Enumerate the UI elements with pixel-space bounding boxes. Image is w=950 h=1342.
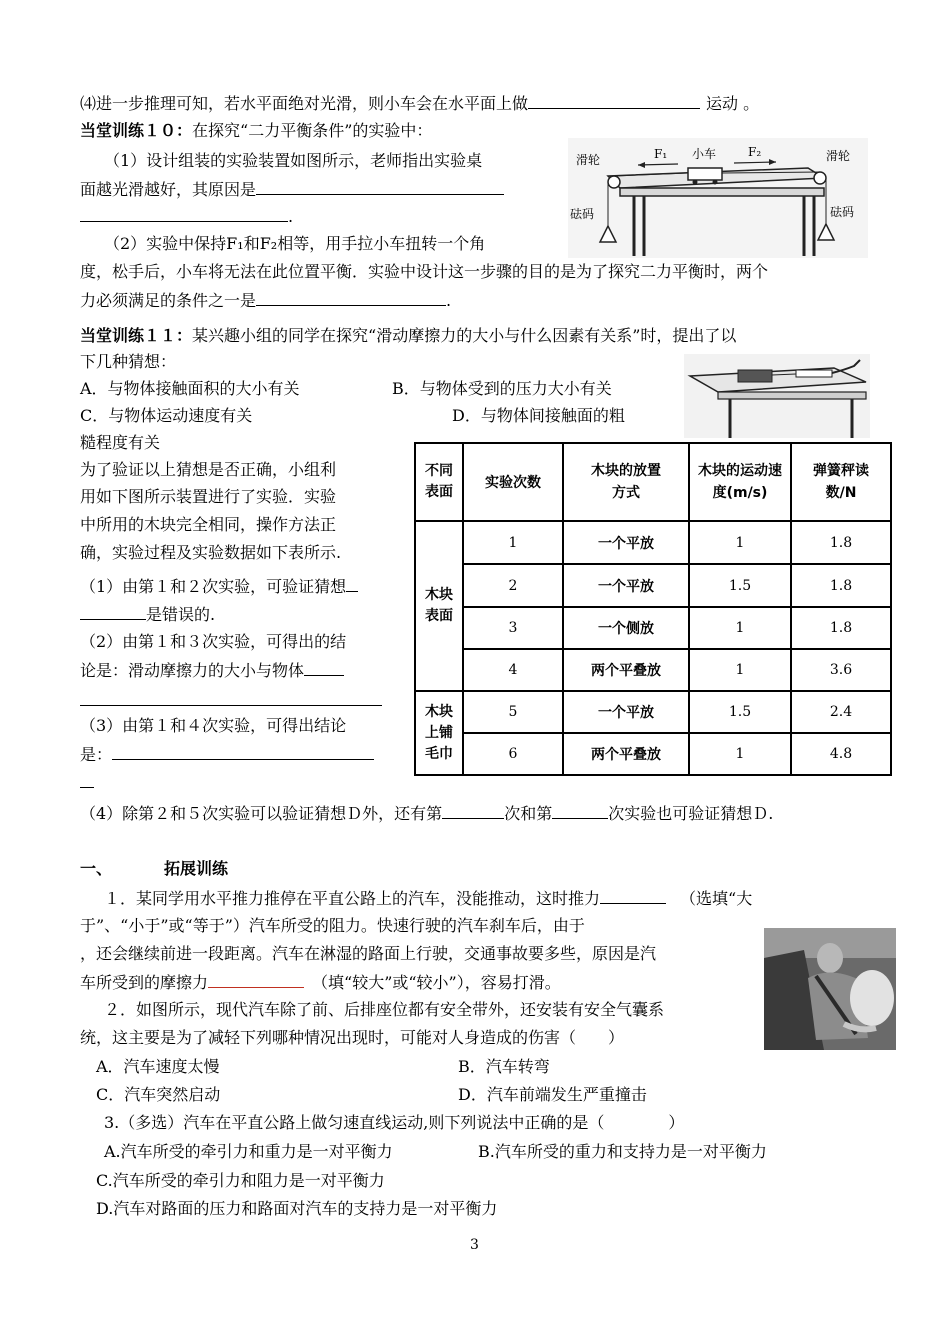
header-surface: 不同表面 — [415, 443, 463, 521]
cart-label: 小车 — [692, 147, 717, 161]
trial-cell: 2 — [463, 564, 563, 607]
t10-q2-end: . — [446, 291, 452, 310]
ext-q2-option-b: B．汽车转弯 — [458, 1057, 550, 1076]
t11-s1-blank-a[interactable] — [346, 575, 358, 592]
t11-s3-text: 是： — [80, 745, 113, 764]
t10-q1-end: . — [288, 207, 294, 226]
f2-label: F₂ — [748, 145, 762, 159]
ext-q2-line1: ２．如图所示，现代汽车除了前、后排座位都有安全带外，还安装有安全气囊系 — [104, 1000, 665, 1019]
table-row — [415, 607, 891, 649]
t10-q2-blank[interactable] — [256, 289, 446, 306]
q9-4-line — [80, 92, 759, 115]
balance-apparatus-figure — [568, 138, 868, 258]
trial-cell: 1 — [463, 521, 563, 564]
header-reading: 弹簧秤读数/N — [791, 443, 891, 521]
t11-s1-text: （1）由第１和２次实验，可验证猜想 — [80, 577, 347, 596]
ext-q1-line2: 于”、“小于”或“等于”）汽车所受的阻力。快速行驶的汽车刹车后，由于 — [80, 916, 585, 935]
ext-q1-text-b: （选填“大 — [680, 889, 753, 908]
t11-s1-line2 — [80, 603, 215, 626]
ext-q1-text-d: （填“较大”或“较小”），容易打滑。 — [312, 973, 561, 992]
t11-intro2: 下几种猜想： — [80, 352, 177, 371]
surface-cell-wood: 木块表面 — [415, 521, 463, 691]
table-row — [415, 733, 891, 775]
reading-cell: 1.8 — [791, 607, 891, 649]
ext-heading: 拓展训练 — [164, 859, 229, 878]
ext-q2-line2: 统，这主要是为了减轻下列哪种情况出现时，可能对人身造成的伤害（ ） — [80, 1028, 625, 1047]
t11-option-d: D．与物体间接触面的粗 — [452, 406, 625, 425]
t11-heading-line — [80, 325, 736, 347]
header-speed: 木块的运动速度(m/s) — [689, 443, 791, 521]
t10-q1-text: 面越光滑越好，其原因是 — [80, 180, 257, 199]
q9-4-post: 运动 。 — [706, 94, 760, 113]
reading-cell: 4.8 — [791, 733, 891, 775]
ext-q1-text-a: １．某同学用水平推力推停在平直公路上的汽车，没能推动，这时推力 — [104, 889, 601, 908]
t11-s2-blank-b[interactable] — [80, 689, 382, 706]
t10-heading: 当堂训练１０： — [80, 121, 193, 140]
q9-4-text: ⑷进一步推理可知，若水平面绝对光滑，则小车会在水平面上做 — [80, 94, 529, 113]
t11-option-a: A．与物体接触面积的大小有关 — [80, 379, 300, 398]
ext-q3-option-c: C.汽车所受的牵引力和阻力是一对平衡力 — [96, 1171, 385, 1190]
table-row — [415, 521, 891, 564]
t11-s1-end: 是错误的. — [146, 605, 216, 624]
pulley-left-label: 滑轮 — [576, 153, 601, 167]
t11-heading: 当堂训练１１： — [80, 326, 193, 345]
t11-s3-line3 — [80, 771, 94, 794]
airbag-photo — [764, 928, 896, 1050]
t11-s3-blank-b[interactable] — [80, 771, 94, 788]
t10-q1-line3 — [80, 205, 293, 228]
trial-cell: 5 — [463, 691, 563, 733]
ext-heading-line — [80, 858, 228, 880]
ext-q2-option-c: C．汽车突然启动 — [96, 1085, 221, 1104]
ext-q1-text-c: 车所受到的摩擦力 — [80, 973, 209, 992]
t11-s2-line1: （2）由第１和３次实验，可得出的结 — [80, 632, 347, 651]
t10-intro: 在探究“二力平衡条件”的实验中： — [192, 121, 433, 140]
placement-cell: 一个侧放 — [563, 607, 689, 649]
header-trial: 实验次数 — [463, 443, 563, 521]
placement-cell: 两个平叠放 — [563, 649, 689, 691]
reading-cell: 1.8 — [791, 564, 891, 607]
table-row — [415, 649, 891, 691]
page-number: 3 — [470, 1237, 479, 1253]
t11-s3-blank-a[interactable] — [112, 743, 374, 760]
ext-q1-blank-friction[interactable] — [208, 971, 304, 988]
t11-s2-text: 论是：滑动摩擦力的大小与物体 — [80, 661, 305, 680]
placement-cell: 一个平放 — [563, 564, 689, 607]
ext-q3-stem: 3.（多选）汽车在平直公路上做匀速直线运动,则下列说法中正确的是（ ） — [104, 1113, 685, 1132]
speed-cell: 1 — [689, 521, 791, 564]
speed-cell: 1.5 — [689, 564, 791, 607]
q9-4-blank[interactable] — [528, 92, 700, 109]
trial-cell: 4 — [463, 649, 563, 691]
speed-cell: 1 — [689, 733, 791, 775]
reading-cell: 3.6 — [791, 649, 891, 691]
weight-right-label: 砝码 — [830, 205, 855, 219]
reading-cell: 2.4 — [791, 691, 891, 733]
t11-intro: 某兴趣小组的同学在探究“滑动摩擦力的大小与什么因素有关系”时，提出了以 — [192, 326, 737, 345]
t11-s4-text-a: （4）除第２和５次实验可以验证猜想Ｄ外，还有第 — [80, 804, 443, 823]
placement-cell: 一个平放 — [563, 691, 689, 733]
t11-s4-line — [80, 802, 773, 825]
trial-cell: 6 — [463, 733, 563, 775]
t10-heading-line — [80, 120, 432, 142]
ext-q3-option-a: A.汽车所受的牵引力和重力是一对平衡力 — [104, 1142, 393, 1161]
t10-q2-text: 力必须满足的条件之一是 — [80, 291, 257, 310]
t11-s2-blank-a[interactable] — [304, 659, 344, 676]
t11-option-d-cont: 糙程度有关 — [80, 433, 161, 452]
t11-s4-blank-a[interactable] — [442, 802, 504, 819]
table-row — [415, 691, 891, 733]
speed-cell: 1 — [689, 649, 791, 691]
table-header-row — [415, 443, 891, 521]
speed-cell: 1 — [689, 607, 791, 649]
friction-apparatus-figure — [684, 354, 870, 438]
t11-s4-blank-b[interactable] — [552, 802, 608, 819]
ext-q3-option-b: B.汽车所受的重力和支持力是一对平衡力 — [478, 1142, 767, 1161]
t10-q1-line2 — [80, 178, 504, 201]
ext-q1-line3: ，还会继续前进一段距离。汽车在淋湿的路面上行驶，交通事故要多些，原因是汽 — [80, 944, 657, 963]
experiment-data-table — [414, 442, 892, 776]
t11-option-c: C．与物体运动速度有关 — [80, 406, 253, 425]
t11-para2: 用如下图所示装置进行了实验．实验 — [80, 487, 337, 506]
speed-cell: 1.5 — [689, 691, 791, 733]
t10-q2-line2: 度，松手后，小车将无法在此位置平衡．实验中设计这一步骤的目的是为了探究二力平衡时，两个 — [80, 262, 769, 281]
placement-cell: 两个平叠放 — [563, 733, 689, 775]
t11-s2-line3 — [80, 689, 382, 712]
t11-s4-text-c: 次实验也可验证猜想Ｄ. — [608, 804, 774, 823]
t11-para3: 中所用的木块完全相同，操作方法正 — [80, 515, 337, 534]
t10-q2-line3 — [80, 289, 451, 312]
header-placement: 木块的放置方式 — [563, 443, 689, 521]
t11-para1: 为了验证以上猜想是否正确，小组利 — [80, 460, 337, 479]
t11-option-b: B．与物体受到的压力大小有关 — [392, 379, 612, 398]
t11-s3-line1: （3）由第１和４次实验，可得出结论 — [80, 716, 347, 735]
ext-heading-number: 一、 — [80, 859, 113, 878]
weight-left-label: 砝码 — [570, 207, 595, 221]
t10-q1-line1: （1）设计组装的实验装置如图所示，老师指出实验桌 — [104, 151, 483, 170]
t11-s1-line1 — [80, 575, 358, 598]
t11-s2-line2 — [80, 659, 344, 682]
t10-q1-blank-a[interactable] — [256, 178, 504, 195]
table-row — [415, 564, 891, 607]
t11-s3-line2 — [80, 743, 374, 766]
surface-cell-towel: 木块上铺毛巾 — [415, 691, 463, 775]
ext-q1-line4 — [80, 971, 561, 994]
ext-q1-blank-force[interactable] — [600, 887, 666, 904]
t10-q2-line1: （2）实验中保持F₁和F₂相等，用手拉小车扭转一个角 — [104, 234, 486, 253]
t11-s4-text-b: 次和第 — [504, 804, 553, 823]
trial-cell: 3 — [463, 607, 563, 649]
placement-cell: 一个平放 — [563, 521, 689, 564]
ext-q2-option-a: A．汽车速度太慢 — [96, 1057, 220, 1076]
t11-para4: 确，实验过程及实验数据如下表所示. — [80, 543, 342, 562]
ext-q1-line1 — [104, 887, 752, 910]
ext-q2-option-d: D．汽车前端发生严重撞击 — [458, 1085, 647, 1104]
t10-q1-blank-b[interactable] — [80, 205, 288, 222]
ext-q3-option-d: D.汽车对路面的压力和路面对汽车的支持力是一对平衡力 — [96, 1199, 498, 1218]
t11-s1-blank-b[interactable] — [80, 603, 146, 620]
pulley-right-label: 滑轮 — [826, 149, 851, 163]
f1-label: F₁ — [654, 147, 668, 161]
reading-cell: 1.8 — [791, 521, 891, 564]
